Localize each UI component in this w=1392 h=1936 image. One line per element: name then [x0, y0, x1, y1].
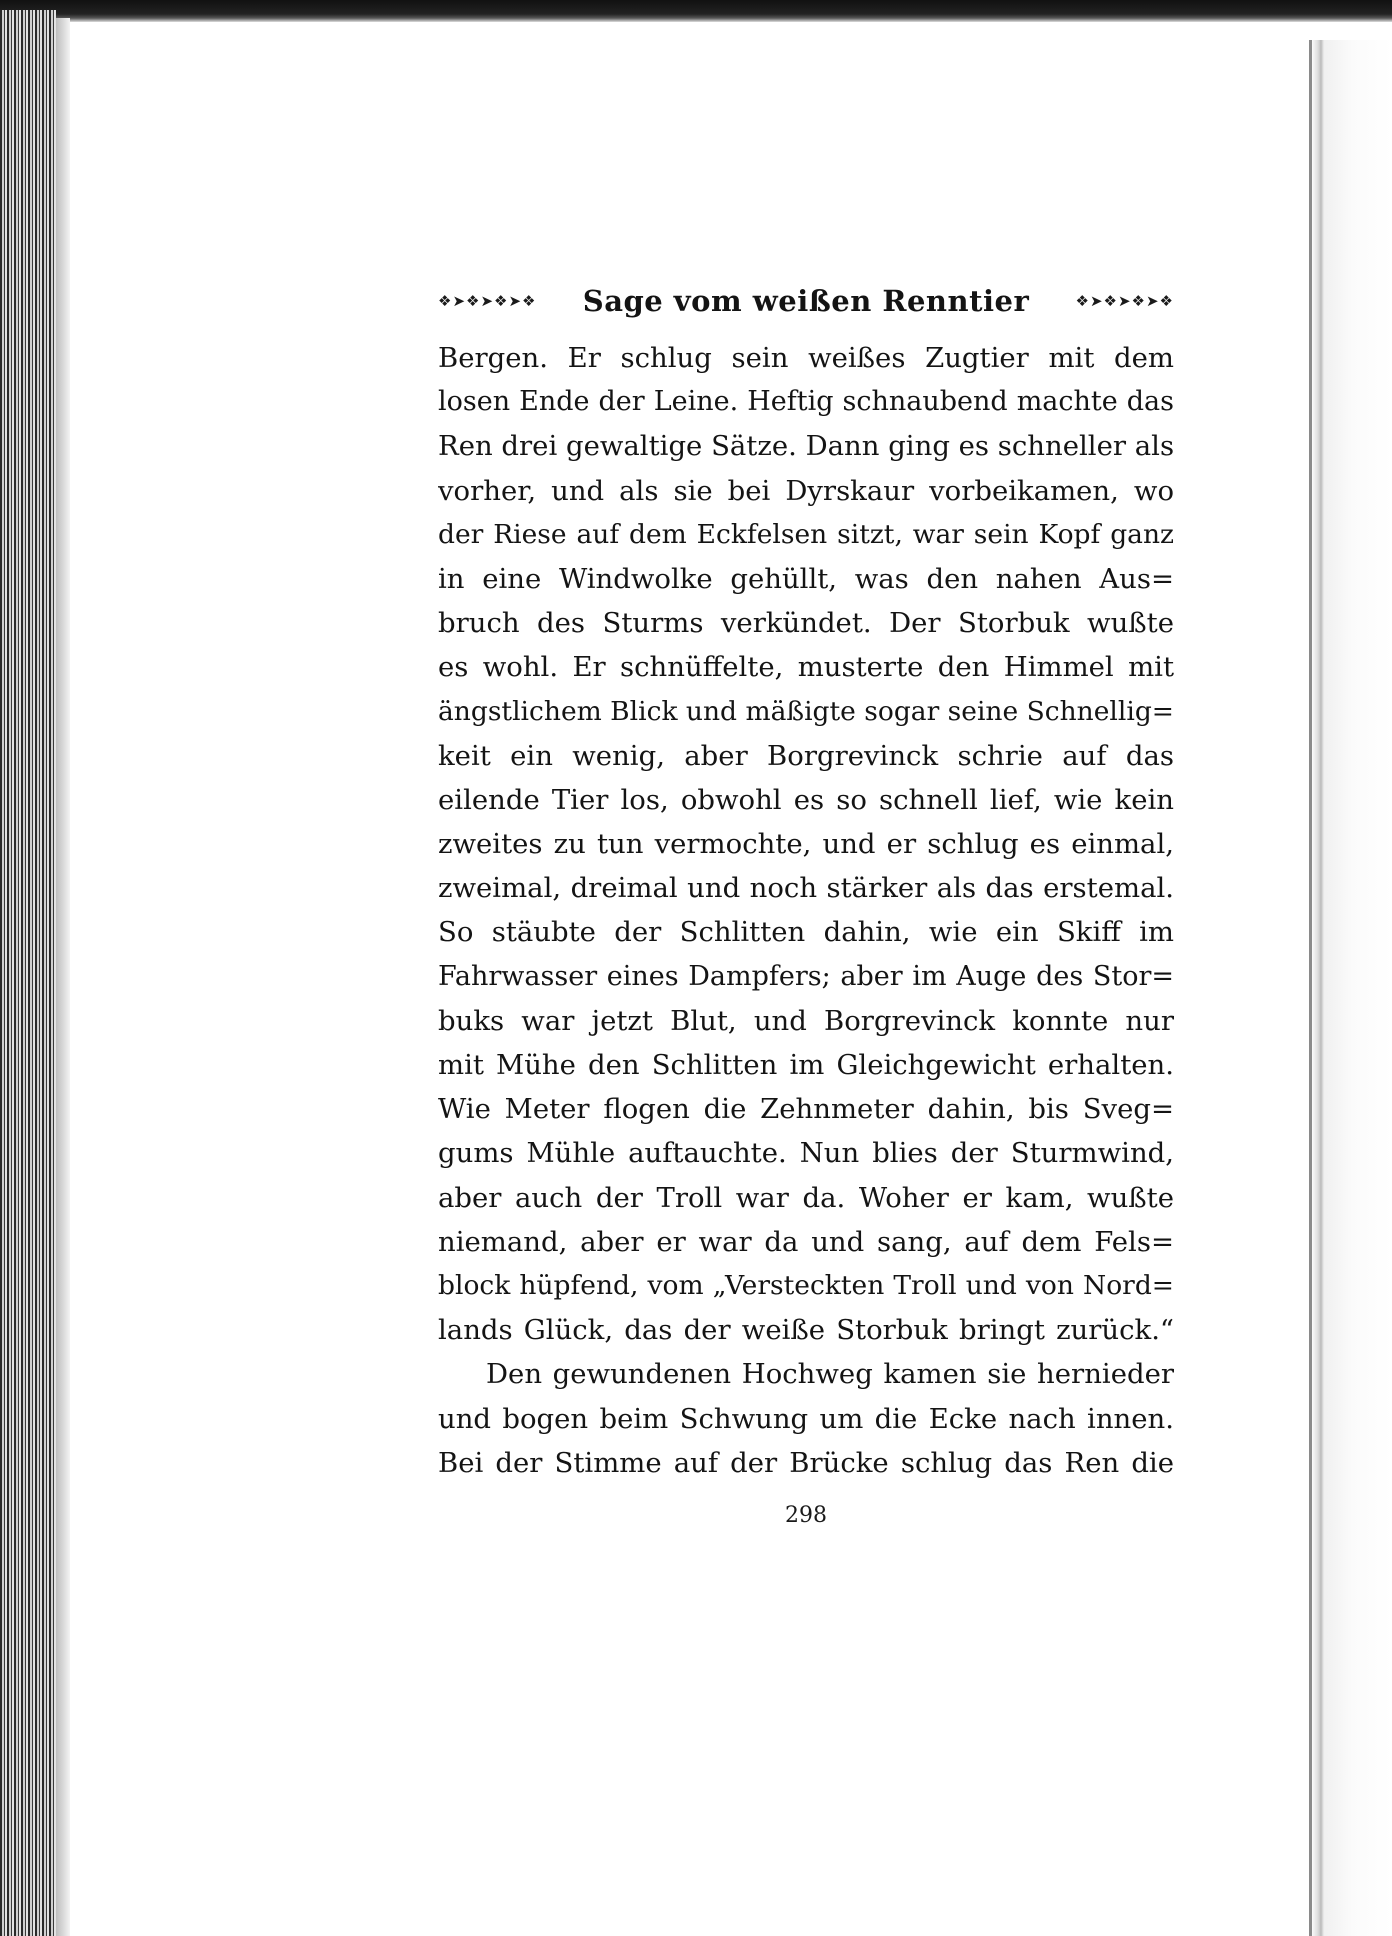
book-page-edges-left [0, 10, 56, 1936]
text-line-paragraph-start: Den gewundenen Hochweg kamen sie hernieder [486, 1358, 1174, 1391]
text-line: es wohl. Er schnüffelte, musterte den Himmel mit [438, 651, 1174, 684]
text-line: ängstlichem Blick und mäßigte sogar seine Schnellig= [438, 695, 1174, 727]
page-number: 298 [785, 1502, 827, 1528]
gutter-shadow [56, 18, 70, 1936]
text-line: zweites zu tun vermochte, und er schlug es einmal, [438, 828, 1174, 861]
text-line: Bergen. Er schlug sein weißes Zugtier mit dem [438, 342, 1174, 374]
text-line: buks war jetzt Blut, und Borgrevinck konnte nur [438, 1004, 1174, 1037]
running-head-title: Sage vom weißen Renntier [582, 284, 1030, 318]
text-line: bruch des Sturms verkündet. Der Storbuk wußte [438, 607, 1174, 640]
text-line: lands Glück, das der weiße Storbuk bringt zurück.“ [438, 1314, 1174, 1347]
page-text-block [438, 280, 1174, 1528]
text-line: Bei der Stimme auf der Brücke schlug das Ren die [438, 1446, 1174, 1479]
text-line: der Riese auf dem Eckfelsen sitzt, war sein Kopf ganz [438, 518, 1174, 550]
text-line: So stäubte der Schlitten dahin, wie ein Skiff im [438, 916, 1174, 949]
scan-top-border [0, 0, 1392, 22]
ornament-right: ❖➤❖➤❖➤❖ [1075, 292, 1174, 310]
text-line: block hüpfend, vom „Versteckten Troll und von Nord= [438, 1269, 1174, 1301]
text-line: vorher, und als sie bei Dyrskaur vorbeikamen, wo [438, 474, 1174, 507]
text-line: aber auch der Troll war da. Woher er kam, wußte [438, 1181, 1174, 1214]
text-line: gums Mühle auftauchte. Nun blies der Sturmwind, [438, 1137, 1174, 1170]
text-line: niemand, aber er war da und sang, auf dem Fels= [438, 1225, 1174, 1258]
text-line: und bogen beim Schwung um die Ecke nach innen. [438, 1402, 1174, 1435]
text-line: in eine Windwolke gehüllt, was den nahen Aus= [438, 562, 1174, 595]
facing-page-edge [1312, 40, 1392, 1936]
text-line: losen Ende der Leine. Heftig schnaubend machte das [438, 386, 1174, 418]
text-line: Ren drei gewaltige Sätze. Dann ging es schneller als [438, 430, 1174, 463]
body-text [438, 336, 1174, 1485]
text-line: mit Mühe den Schlitten im Gleichgewicht erhalten. [438, 1049, 1174, 1081]
text-line: eilende Tier los, obwohl es so schnell lief, wie kein [438, 783, 1174, 816]
text-line: keit ein wenig, aber Borgrevinck schrie auf das [438, 739, 1174, 772]
text-line: Fahrwasser eines Dampfers; aber im Auge des Stor= [438, 960, 1174, 992]
text-line: zweimal, dreimal und noch stärker als das erstemal. [438, 872, 1174, 905]
running-head [438, 280, 1174, 322]
text-line: Wie Meter flogen die Zehnmeter dahin, bis Sveg= [438, 1093, 1174, 1126]
ornament-left: ❖➤❖➤❖➤❖ [438, 292, 537, 310]
